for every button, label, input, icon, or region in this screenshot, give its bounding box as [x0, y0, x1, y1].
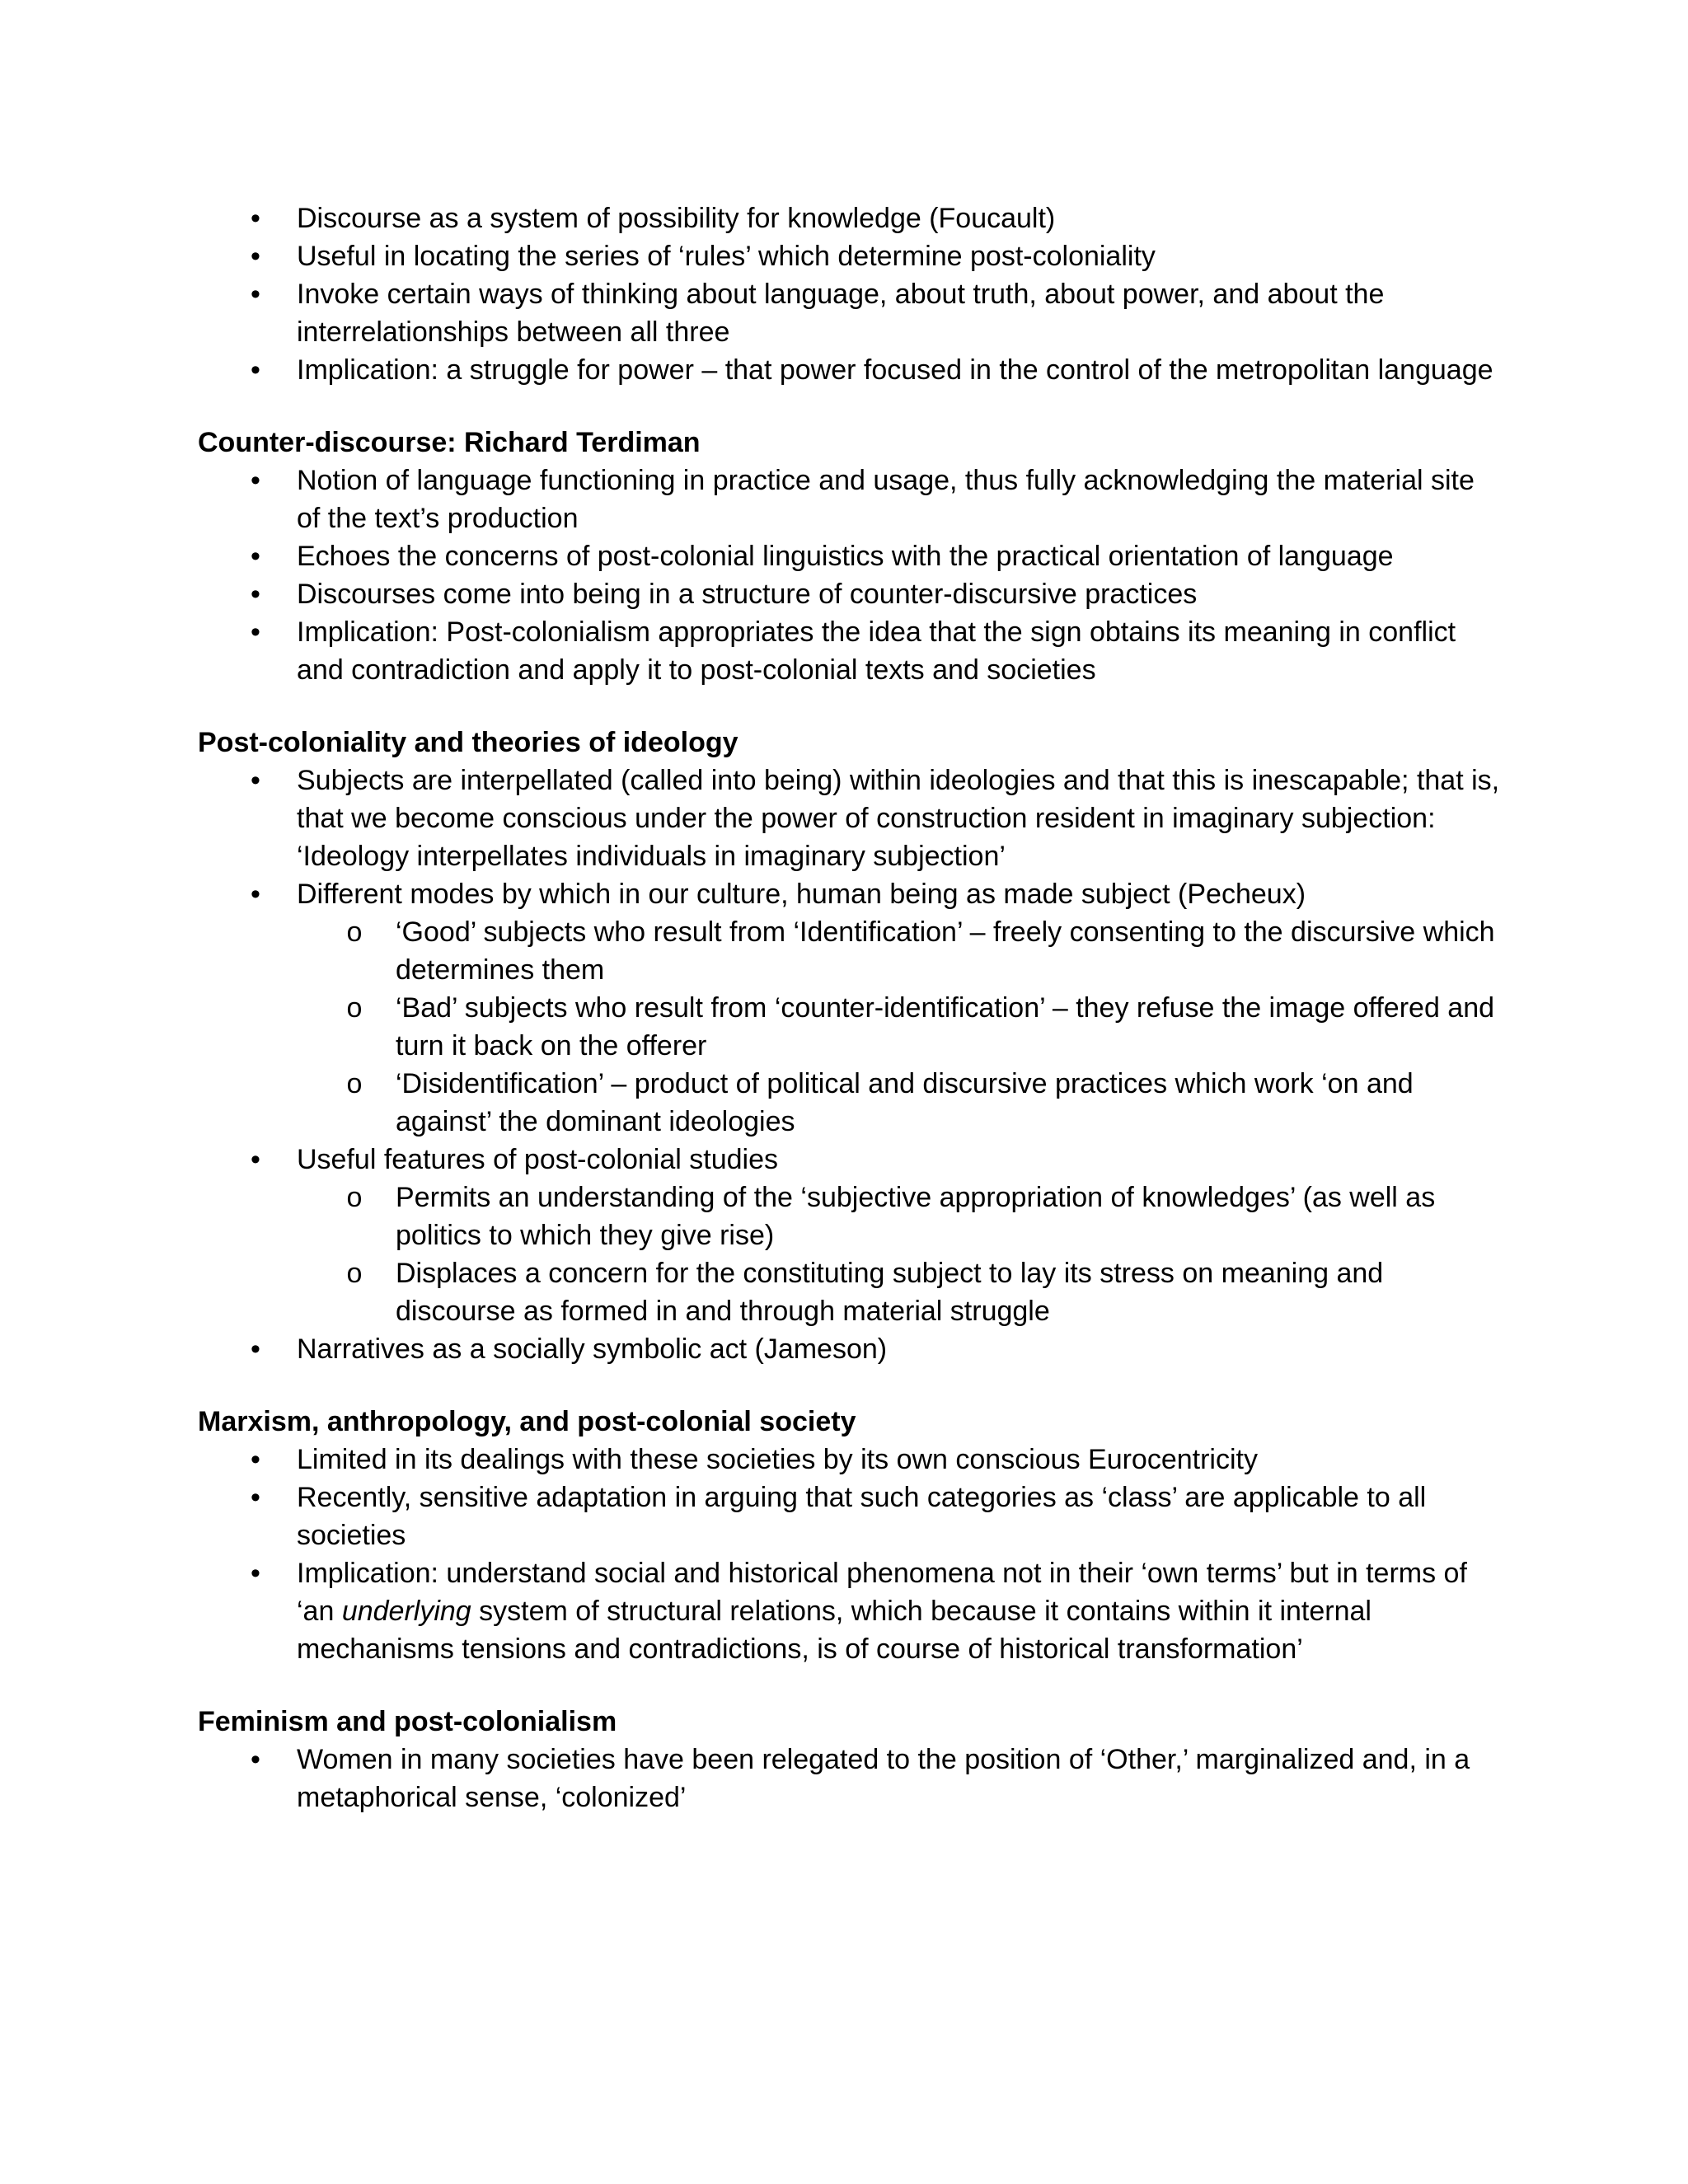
list-item-text: Subjects are interpellated (called into being) within ideologies and that this is inescapable; that is, that we become conscious under the power of construction resident in imaginary subjection: ‘Ideology interpellates individuals in imaginary subjection’ [297, 765, 1500, 872]
circle-bullet-icon: o [346, 1258, 363, 1289]
section-heading: Marxism, anthropology, and post-colonial society [198, 1406, 856, 1437]
section-feminism [198, 1703, 1500, 1816]
sub-list-item [346, 1254, 1500, 1330]
circle-bullet-icon: o [346, 1068, 363, 1099]
list-item [251, 1479, 1500, 1554]
list-item-text: Women in many societies have been relegated to the position of ‘Other,’ marginalized and, in a metaphorical sense, ‘colonized’ [297, 1744, 1470, 1813]
section-heading: Counter-discourse: Richard Terdiman [198, 427, 701, 458]
list-item-text: Implication: Post-colonialism appropriates the idea that the sign obtains its meaning in conflict and contradiction and apply it to post-colonial texts and societies [297, 616, 1456, 686]
emphasis-text: underlying [341, 1596, 471, 1627]
bullet-icon: • [251, 879, 260, 910]
list-item [251, 237, 1500, 275]
list-item [251, 575, 1500, 613]
sub-bullet-list [297, 913, 1500, 1141]
bullet-icon: • [251, 1558, 260, 1589]
list-item-text: Discourses come into being in a structure of counter-discursive practices [297, 579, 1198, 610]
bullet-icon: • [251, 616, 260, 648]
list-item [251, 762, 1500, 875]
sub-list-item [346, 913, 1500, 989]
sub-list-item [346, 989, 1500, 1065]
list-item [251, 199, 1500, 237]
list-item-text-a: Implication: understand social and historical phenomena not in their ‘own terms’ but in terms of ‘an [297, 1558, 1467, 1627]
list-item-text: Notion of language functioning in practice and usage, thus fully acknowledging the material site of the text’s production [297, 465, 1475, 534]
bullet-icon: • [251, 1744, 260, 1775]
section-ideology [198, 724, 1500, 1368]
bullet-list [198, 1441, 1500, 1668]
bullet-icon: • [251, 541, 260, 572]
list-item-text: Invoke certain ways of thinking about language, about truth, about power, and about the interrelationships between all three [297, 279, 1385, 348]
section-discourse [198, 199, 1500, 389]
list-item [251, 275, 1500, 351]
list-item-text: Recently, sensitive adaptation in arguing that such categories as ‘class’ are applicable to all societies [297, 1482, 1427, 1551]
list-item-text: Narratives as a socially symbolic act (Jameson) [297, 1333, 888, 1365]
bullet-icon: • [251, 1444, 260, 1475]
bullet-icon: • [251, 579, 260, 610]
bullet-icon: • [251, 1333, 260, 1365]
sub-list-item-text: ‘Good’ subjects who result from ‘Identification’ – freely consenting to the discursive which determines them [396, 916, 1495, 986]
list-item-text: Implication: a struggle for power – that power focused in the control of the metropolitan language [297, 354, 1493, 386]
bullet-list [198, 199, 1500, 389]
bullet-icon: • [251, 203, 260, 234]
bullet-icon: • [251, 465, 260, 496]
list-item-text: Limited in its dealings with these societies by its own conscious Eurocentricity [297, 1444, 1258, 1475]
circle-bullet-icon: o [346, 1182, 363, 1213]
list-item [251, 351, 1500, 389]
section-heading: Feminism and post-colonialism [198, 1706, 617, 1737]
circle-bullet-icon: o [346, 992, 363, 1024]
sub-list-item-text: ‘Disidentification’ – product of political and discursive practices which work ‘on and against’ the dominant ideologies [396, 1068, 1414, 1137]
bullet-icon: • [251, 279, 260, 310]
list-item [251, 613, 1500, 689]
list-item [251, 462, 1500, 537]
bullet-list [198, 1741, 1500, 1816]
section-heading: Post-coloniality and theories of ideology [198, 727, 738, 758]
document-content [198, 199, 1500, 1816]
list-item-text: Different modes by which in our culture, human being as made subject (Pecheux) [297, 879, 1306, 910]
sub-bullet-list [297, 1179, 1500, 1330]
sub-list-item [346, 1065, 1500, 1141]
bullet-icon: • [251, 1144, 260, 1175]
sub-list-item [346, 1179, 1500, 1254]
list-item [251, 1741, 1500, 1816]
list-item-text: Echoes the concerns of post-colonial linguistics with the practical orientation of language [297, 541, 1394, 572]
list-item-text: Useful features of post-colonial studies [297, 1144, 778, 1175]
list-item-text: Useful in locating the series of ‘rules’ which determine post-coloniality [297, 241, 1156, 272]
circle-bullet-icon: o [346, 916, 363, 948]
list-item [251, 1554, 1500, 1668]
list-item-text-b: system of structural relations, which because it contains within it internal mechanisms tensions and contradictions, is of course of historical transformation’ [297, 1596, 1372, 1665]
bullet-list [198, 462, 1500, 689]
bullet-icon: • [251, 765, 260, 796]
bullet-icon: • [251, 354, 260, 386]
section-marxism [198, 1403, 1500, 1668]
sub-list-item-text: Displaces a concern for the constituting subject to lay its stress on meaning and discourse as formed in and through material struggle [396, 1258, 1384, 1327]
sub-list-item-text: ‘Bad’ subjects who result from ‘counter-identification’ – they refuse the image offered and turn it back on the offerer [396, 992, 1495, 1062]
list-item [251, 1330, 1500, 1368]
section-counter-discourse [198, 424, 1500, 689]
bullet-list [198, 762, 1500, 1368]
list-item [251, 875, 1500, 1141]
bullet-icon: • [251, 241, 260, 272]
list-item-text: Discourse as a system of possibility for knowledge (Foucault) [297, 203, 1056, 234]
list-item [251, 1141, 1500, 1330]
list-item [251, 537, 1500, 575]
sub-list-item-text: Permits an understanding of the ‘subjective appropriation of knowledges’ (as well as politics to which they give rise) [396, 1182, 1436, 1251]
bullet-icon: • [251, 1482, 260, 1513]
list-item [251, 1441, 1500, 1479]
